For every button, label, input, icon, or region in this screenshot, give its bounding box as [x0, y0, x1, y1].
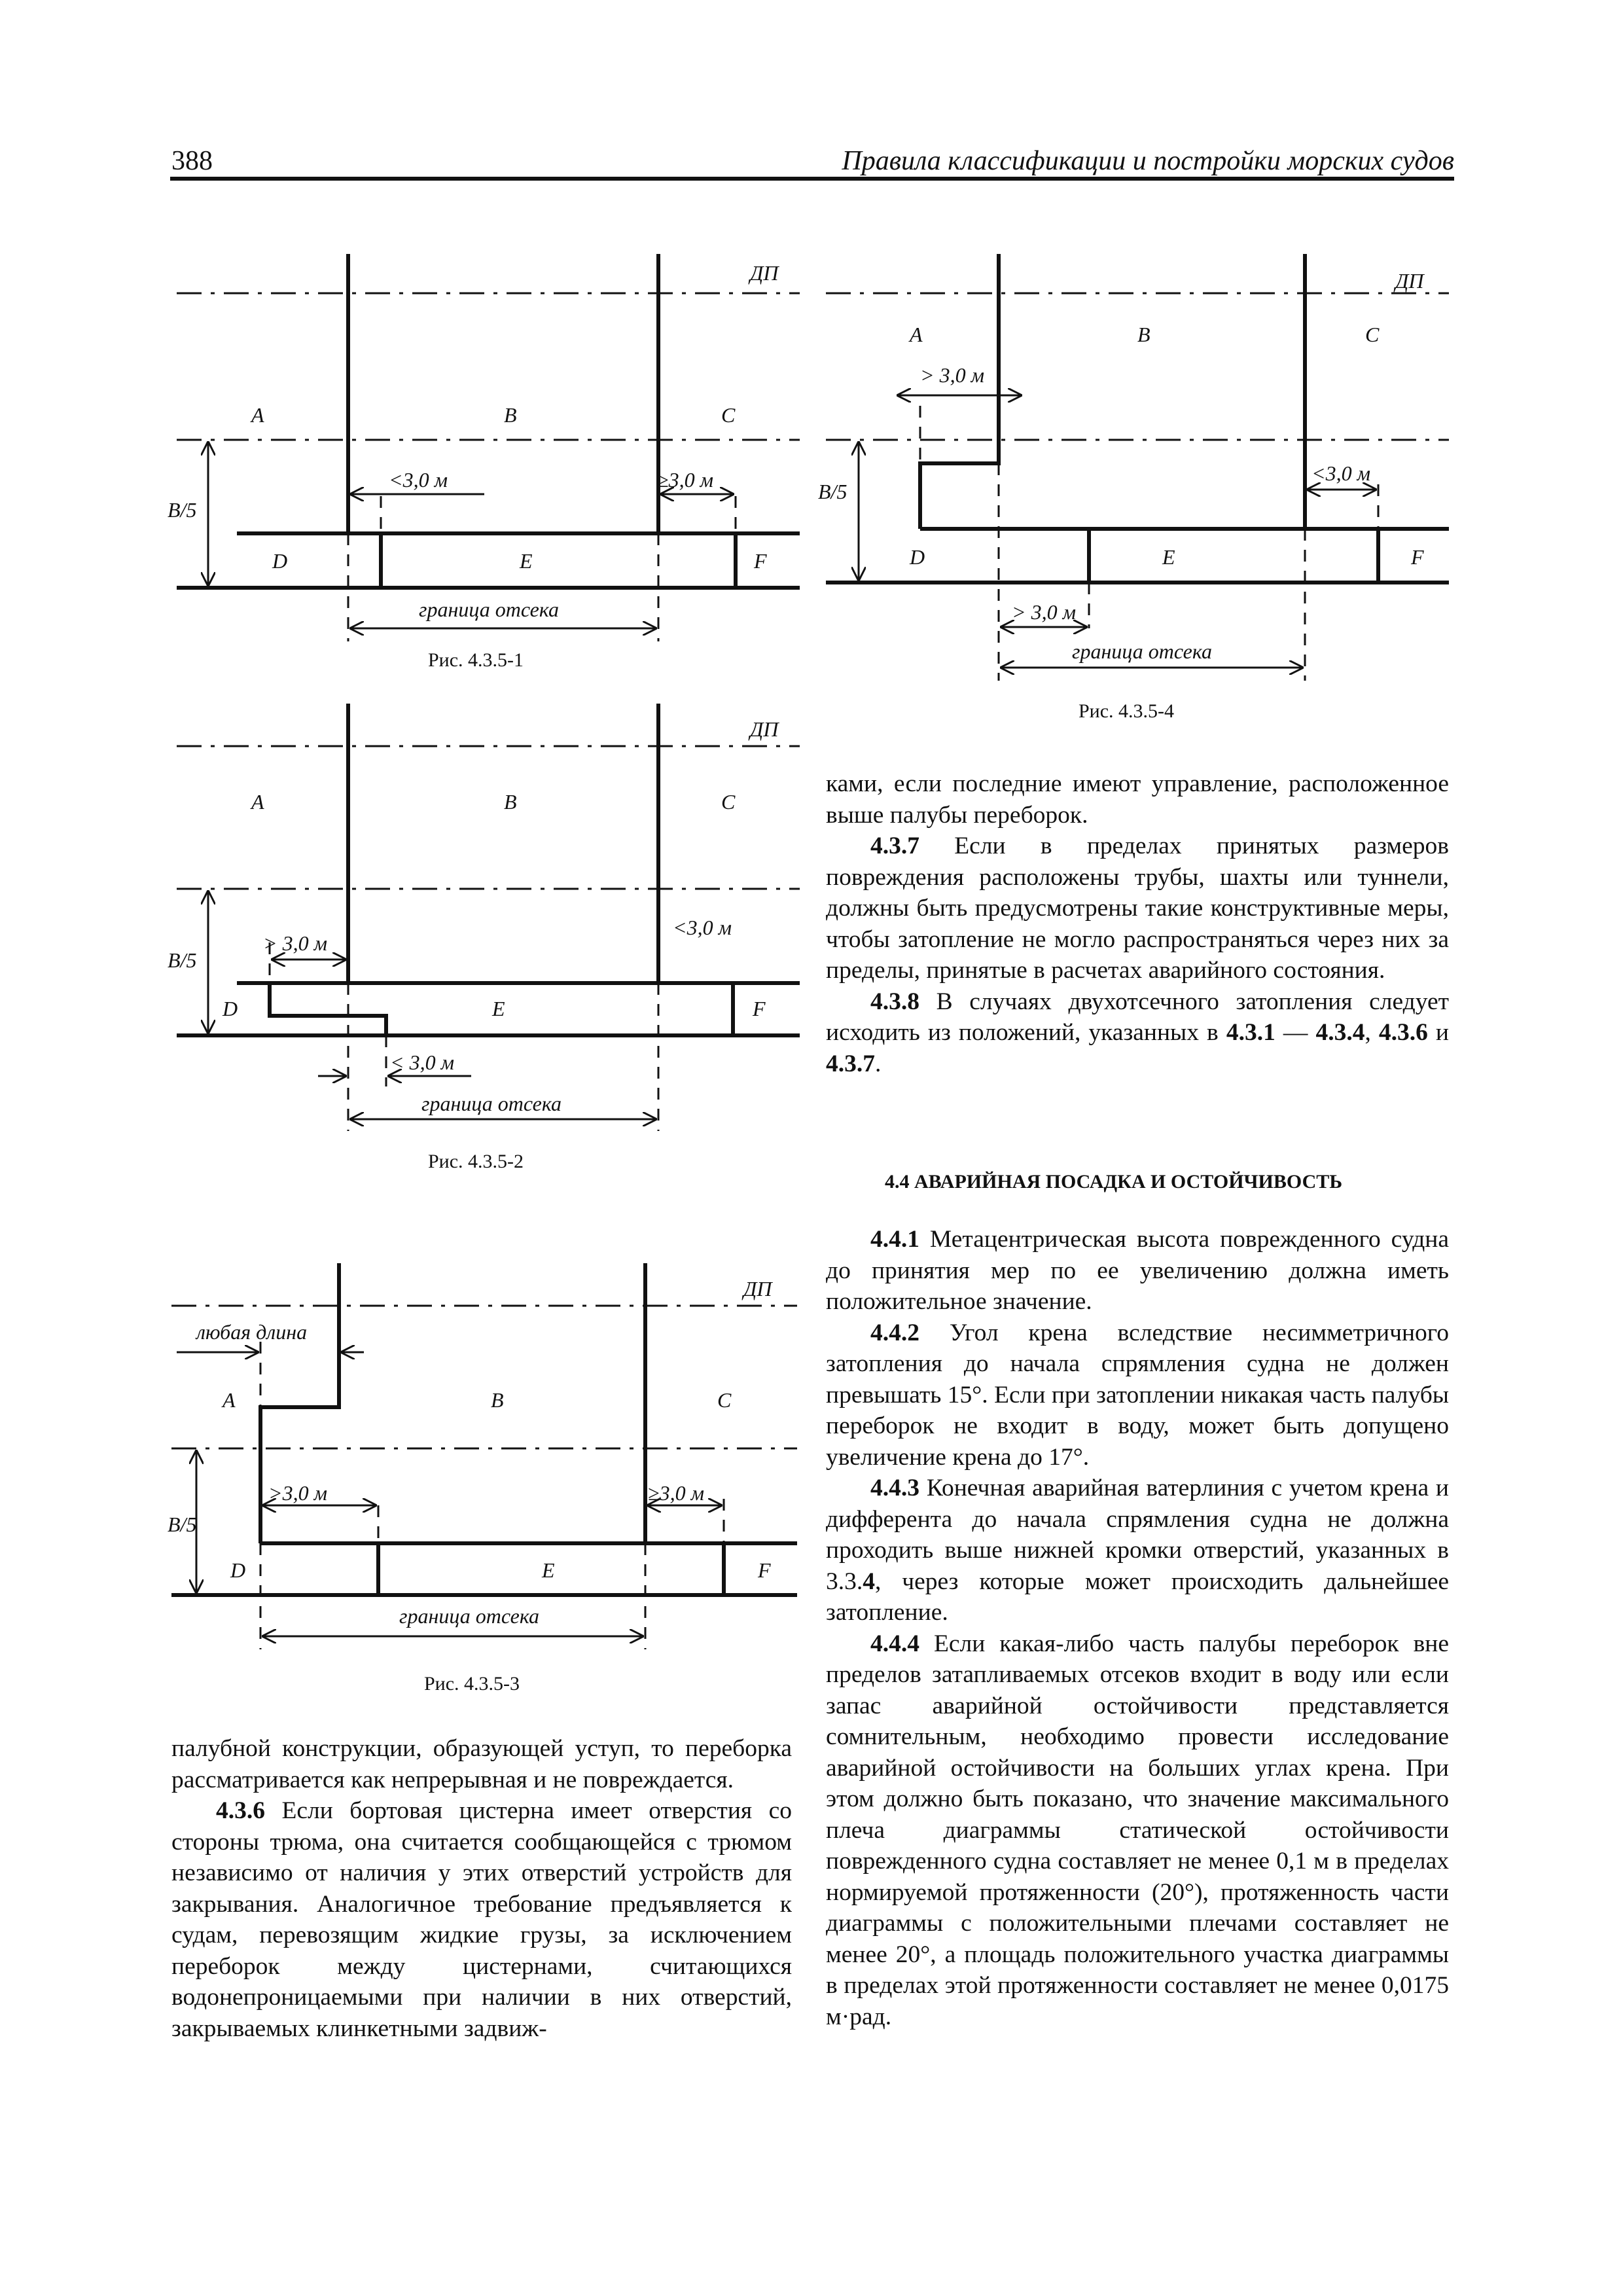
stepped-bulkhead	[270, 983, 386, 1035]
label-b: B	[504, 403, 517, 427]
label-b5: B/5	[168, 498, 197, 522]
section-title: 4.4 АВАРИЙНАЯ ПОСАДКА И ОСТОЙЧИВОСТЬ	[885, 1171, 1343, 1193]
clause-number: 4.3.6	[216, 1797, 265, 1824]
svg-text:ДП: ДП	[743, 1277, 772, 1300]
right-column-upper	[826, 768, 1449, 1079]
svg-text:Рис. 4.3.5-3: Рис. 4.3.5-3	[424, 1673, 520, 1695]
para-4-4-1: 4.4.1 Метацентрическая высота поврежденного судна до принятия мер по ее увеличению должна иметь положительное значение.	[826, 1226, 1449, 1315]
svg-text:E: E	[1162, 545, 1175, 569]
para-4-4-2: 4.4.2 Угол крена вследствие несимметричного затопления до начала спрямления судна не должен превышать 15°. Если при затоплении никакая часть палубы переборок не входит в воду, может быть допущено увеличение крена до 17°.	[826, 1319, 1449, 1471]
svg-text:граница отсека: граница отсека	[399, 1604, 540, 1628]
svg-text:B/5: B/5	[168, 948, 197, 972]
label-d: D	[272, 549, 288, 573]
right-para-1: ками, если последние имеют управление, расположенное выше палубы переборок.	[826, 770, 1449, 829]
svg-text:A: A	[910, 323, 923, 346]
label-ge3: ≥3,0 м	[657, 468, 713, 492]
svg-text:Рис. 4.3.5-2: Рис. 4.3.5-2	[428, 1151, 524, 1172]
svg-text:> 3,0 м: > 3,0 м	[1012, 600, 1077, 624]
svg-text:C: C	[1365, 323, 1380, 346]
svg-text:D: D	[230, 1558, 246, 1582]
svg-text:≥3,0 м: ≥3,0 м	[648, 1481, 704, 1505]
para-4-4-4: 4.4.4 Если какая-либо часть палубы переборок вне пределов затапливаемых отсеков входит в воду или если запас аварийной остойчивости представляется сомнительным, необходимо провести исследование аварийной остойчивости на больших углах крена. При этом должно быть показано, что значение максимального плеча диаграммы статической остойчивости поврежденного судна составляет не менее 0,1 м в пределах нормируемой протяженности (20°), протяженность части диаграммы с положительными плечами составляет не менее 20°, а площадь положительного участка диаграммы в пределах этой протяженности составляет не менее 0,0175 м·рад.	[826, 1630, 1449, 2030]
label-boundary: граница отсека	[419, 598, 560, 621]
svg-text:F: F	[1411, 545, 1424, 569]
left-column	[171, 1733, 792, 2044]
svg-text:C: C	[717, 1388, 732, 1412]
label-c: C	[721, 403, 736, 427]
figure-4-3-5-4	[818, 254, 1449, 722]
label-lt3: <3,0 м	[389, 468, 448, 492]
dp-label: ДП	[750, 261, 779, 285]
svg-text:A: A	[223, 1388, 236, 1412]
svg-text:B/5: B/5	[168, 1513, 197, 1536]
figure-4-3-5-2	[168, 704, 800, 1172]
running-title: Правила классификации и постройки морских судов	[842, 146, 1454, 176]
para-4-3-7: 4.3.7 Если в пределах принятых размеров повреждения расположены трубы, шахты или туннели, должны быть предусмотрены такие конструктивные меры, чтобы затопление не могло распространяться через них за пределы, принятые в расчетах аварийного состояния.	[826, 833, 1449, 984]
svg-text:E: E	[542, 1558, 555, 1582]
label-a: A	[251, 403, 264, 427]
svg-text:D: D	[910, 545, 925, 569]
svg-text:A: A	[251, 790, 264, 814]
label-e: E	[520, 549, 533, 573]
svg-text:E: E	[492, 997, 505, 1020]
svg-text:<3,0 м: <3,0 м	[1311, 461, 1371, 485]
svg-text:<3,0 м: <3,0 м	[673, 916, 732, 939]
svg-text:> 3,0 м: > 3,0 м	[920, 363, 985, 387]
svg-text:B: B	[504, 790, 517, 814]
right-column-lower	[826, 1224, 1449, 2032]
page-number: 388	[171, 146, 213, 176]
svg-text:B: B	[1137, 323, 1150, 346]
svg-text:Рис. 4.3.5-4: Рис. 4.3.5-4	[1079, 700, 1175, 722]
svg-text:B: B	[491, 1388, 504, 1412]
svg-text:>3,0 м: >3,0 м	[268, 1481, 328, 1505]
svg-text:ДП: ДП	[750, 717, 779, 741]
svg-text:< 3,0 м: < 3,0 м	[390, 1050, 455, 1074]
stepped-bulkhead	[920, 254, 999, 529]
svg-text:F: F	[758, 1558, 771, 1582]
svg-text:граница отсека: граница отсека	[421, 1092, 562, 1115]
para-4-4-3: 4.4.3 Конечная аварийная ватерлиния с учетом крена и дифферента до начала спрямления судна не должна проходить выше нижней кромки отверстий, указанных в 3.3.4, через которые может происходить дальнейшее затопление.	[826, 1475, 1449, 1626]
figure-4-3-5-3	[168, 1263, 797, 1695]
svg-text:D: D	[223, 997, 238, 1020]
para-4-3-6: 4.3.6 Если бортовая цистерна имеет отверстия со стороны трюма, она считается сообщающейся с трюмом независимо от наличия у этих отверстий устройств для закрывания. Аналогичное требование предъявляется к судам, перевозящим жидкие грузы, за исключением переборок между цистернами, считающихся водонепроницаемыми при наличии в них отверстий, закрываемых клинкетными задвиж-	[171, 1797, 792, 2042]
svg-text:граница отсека: граница отсека	[1072, 639, 1213, 663]
svg-text:B/5: B/5	[818, 480, 847, 503]
left-para-1: палубной конструкции, образующей уступ, то переборка рассматривается как непрерывная и не повреждается.	[171, 1735, 792, 1793]
label-f: F	[754, 549, 767, 573]
para-4-3-8: 4.3.8 В случаях двухотсечного затопления следует исходить из положений, указанных в 4.3.1 — 4.3.4, 4.3.6 и 4.3.7.	[826, 988, 1450, 1077]
figure-4-3-5-1	[168, 254, 800, 671]
svg-text:любая длина: любая длина	[196, 1320, 308, 1344]
caption-f1: Рис. 4.3.5-1	[428, 649, 524, 671]
svg-text:F: F	[753, 997, 766, 1020]
svg-text:ДП: ДП	[1395, 269, 1424, 293]
svg-text:> 3,0 м: > 3,0 м	[263, 931, 328, 955]
svg-text:C: C	[721, 790, 736, 814]
